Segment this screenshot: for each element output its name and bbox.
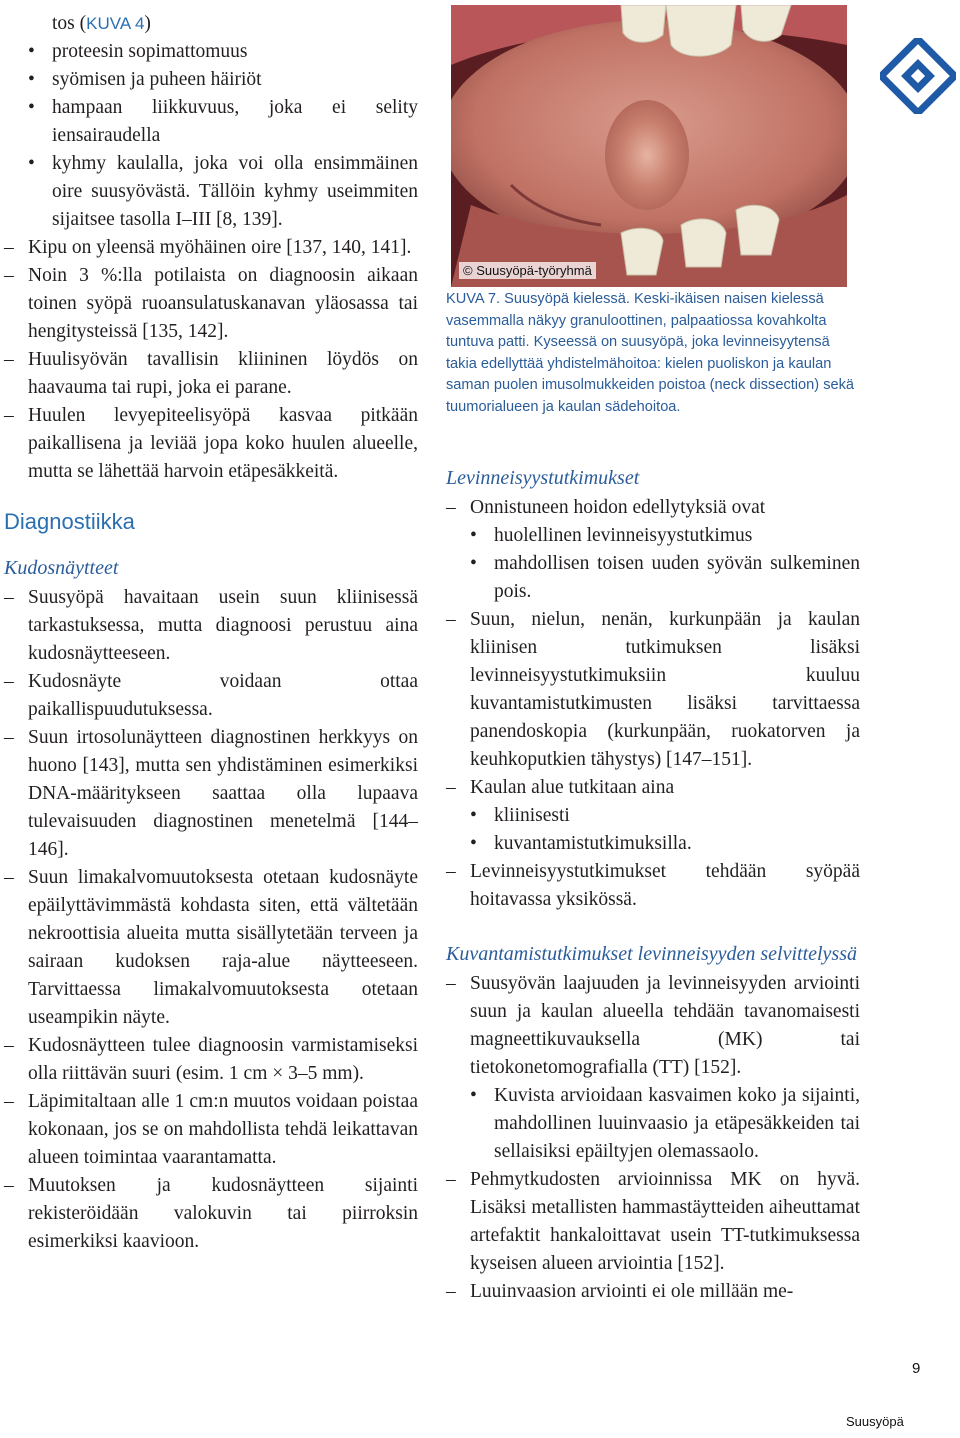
bullet-item bbox=[4, 94, 418, 150]
dash-marker: – bbox=[4, 349, 14, 370]
item-text: Luuinvaasion arviointi ei ole millään me- bbox=[470, 1281, 794, 1302]
publisher-logo bbox=[880, 38, 956, 114]
dash-marker: – bbox=[4, 1035, 14, 1056]
bullet-item bbox=[446, 550, 860, 606]
item-text: syömisen ja puheen häiriöt bbox=[52, 69, 262, 90]
item-text: Huulisyövän tavallisin kliininen löydös on haavauma tai rupi, joka ei parane. bbox=[28, 349, 418, 398]
item-text: Noin 3 %:lla potilaista on diagnoosin aikaan toinen syöpä ruoansulatuskanavan yläosassa tai hengitysteissä [135, 142]. bbox=[28, 265, 418, 342]
dash-marker: – bbox=[4, 237, 14, 258]
dash-item bbox=[4, 1172, 418, 1256]
item-text: Onnistuneen hoidon edellytyksiä ovat bbox=[470, 497, 766, 518]
dash-marker: – bbox=[4, 671, 14, 692]
dash-marker: – bbox=[446, 973, 456, 994]
bullet-item bbox=[446, 802, 860, 830]
dash-item bbox=[446, 494, 860, 522]
item-text: kyhmy kaulalla, joka voi olla ensimmäinen oire suusyövästä. Tällöin kyhmy useimmiten sijaitsee tasolla I–III [8, 139]. bbox=[52, 153, 418, 230]
section-heading: Diagnostiikka bbox=[4, 509, 135, 534]
figure-caption bbox=[446, 289, 861, 418]
heading-kuvantamistutkimukset: Kuvantamistutkimukset levinneisyyden selvittelyssä bbox=[446, 943, 857, 965]
photo-illustration bbox=[451, 5, 847, 287]
dash-list-bottom bbox=[4, 584, 418, 1256]
bullet-marker: • bbox=[28, 41, 35, 62]
bullet-marker: • bbox=[470, 833, 477, 854]
sub-heading: Kudosnäytteet bbox=[4, 557, 119, 579]
item-text: Kudosnäyte voidaan ottaa paikallispuudutuksessa. bbox=[28, 671, 418, 720]
dash-item bbox=[446, 1166, 860, 1278]
dash-item bbox=[4, 584, 418, 668]
list-kuvantamistutkimukset bbox=[446, 970, 860, 1306]
dash-marker: – bbox=[4, 265, 14, 286]
dash-item bbox=[4, 234, 418, 262]
bullet-item bbox=[4, 66, 418, 94]
bullet-item bbox=[4, 38, 418, 66]
item-text: Suun, nielun, nenän, kurkunpään ja kaulan kliinisen tutkimuksen lisäksi levinneisyystutkimuksiin kuuluu kuvantamistutkimusten lisäksi tarvittaessa panendoskopia (kurkunpään, ruokatorven ja keuhkoputkien tähystys) [147–151]. bbox=[470, 609, 860, 770]
bullet-marker: • bbox=[470, 553, 477, 574]
intro-close: ) bbox=[144, 13, 151, 34]
dash-item bbox=[4, 262, 418, 346]
dash-marker: – bbox=[4, 1091, 14, 1112]
dash-item bbox=[4, 864, 418, 1032]
dash-item bbox=[4, 668, 418, 724]
dash-item bbox=[4, 724, 418, 864]
dash-marker: – bbox=[446, 1169, 456, 1190]
item-text: Kaulan alue tutkitaan aina bbox=[470, 777, 675, 798]
item-text: Kipu on yleensä myöhäinen oire [137, 140, 141]. bbox=[28, 237, 412, 258]
intro-text: tos ( bbox=[52, 13, 87, 34]
dash-marker: – bbox=[4, 587, 14, 608]
list-levinneisyystutkimukset bbox=[446, 494, 860, 914]
bullet-list-top bbox=[4, 38, 418, 234]
bullet-marker: • bbox=[28, 69, 35, 90]
tongue-cancer-photo bbox=[451, 5, 847, 287]
dash-item bbox=[446, 774, 860, 802]
dash-marker: – bbox=[446, 861, 456, 882]
dash-marker: – bbox=[4, 867, 14, 888]
right-column bbox=[446, 460, 860, 1306]
dash-item bbox=[4, 1088, 418, 1172]
caption-label: KUVA 7. bbox=[446, 291, 501, 307]
bullet-marker: • bbox=[28, 97, 35, 118]
item-text: Pehmytkudosten arvioinnissa MK on hyvä. Lisäksi metallisten hammastäytteiden aiheuttamat artefaktit hankaloittavat usein TT-tutkimuksessa kyseisen alueen arviointia [152]. bbox=[470, 1169, 860, 1274]
item-text: proteesin sopimattomuus bbox=[52, 41, 248, 62]
bullet-item bbox=[4, 150, 418, 234]
dash-item bbox=[446, 858, 860, 914]
item-text: Läpimitaltaan alle 1 cm:n muutos voidaan poistaa kokonaan, jos se on mahdollista tehdä leikattavan alueen toimintaa vaarantamatta. bbox=[28, 1091, 418, 1168]
dash-item bbox=[446, 606, 860, 774]
dash-marker: – bbox=[446, 777, 456, 798]
item-text: Kudosnäytteen tulee diagnoosin varmistamiseksi olla riittävän suuri (esim. 1 cm × 3–5 mm). bbox=[28, 1035, 418, 1084]
photo-credit: © Suusyöpä-työryhmä bbox=[459, 262, 596, 279]
heading-levinneisyystutkimukset: Levinneisyystutkimukset bbox=[446, 467, 640, 489]
bullet-item bbox=[446, 522, 860, 550]
item-text: kliinisesti bbox=[494, 805, 570, 826]
dash-item bbox=[446, 1278, 860, 1306]
dash-marker: – bbox=[446, 497, 456, 518]
left-column bbox=[4, 10, 418, 1256]
item-text: kuvantamistutkimuksilla. bbox=[494, 833, 692, 854]
dash-marker: – bbox=[4, 1175, 14, 1196]
item-text: Levinneisyystutkimukset tehdään syöpää hoitavassa yksikössä. bbox=[470, 861, 860, 910]
item-text: huolellinen levinneisyystutkimus bbox=[494, 525, 753, 546]
item-text: mahdollisen toisen uuden syövän sulkeminen pois. bbox=[494, 553, 860, 602]
dash-marker: – bbox=[4, 727, 14, 748]
item-text: Huulen levyepiteelisyöpä kasvaa pitkään paikallisena ja leviää jopa koko huulen alueelle, mutta se lähettää harvoin etäpesäkkeitä. bbox=[28, 405, 418, 482]
caption-text: Suusyöpä kielessä. Keski-ikäisen naisen kielessä vasemmalla näkyy granuloottinen, palpaatiossa kovahkolta tuntuva patti. Kyseessä on suusyöpä, joka levinneisyytensä takia edellyttää yhdistelmähoitoa: kielen puoliskon ja kaulan saman puolen imusolmukkeiden poistoa (neck dissection) sekä tuumorialueen ja kaulan sädehoitoa. bbox=[446, 291, 855, 415]
figure-reference[interactable]: KUVA 4 bbox=[86, 14, 145, 33]
bullet-item bbox=[446, 830, 860, 858]
item-text: Suusyöpä havaitaan usein suun kliinisessä tarkastuksessa, mutta diagnoosi perustuu aina kudosnäytteeseen. bbox=[28, 587, 418, 664]
diamond-logo-icon bbox=[880, 38, 956, 114]
footer-title: Suusyöpä bbox=[846, 1414, 904, 1429]
intro-line bbox=[4, 10, 418, 38]
bullet-marker: • bbox=[470, 525, 477, 546]
item-text: Suusyövän laajuuden ja levinneisyyden arviointi suun ja kaulan alueella tehdään tavanomaisesti magneettikuvauksella (MK) tai tietokonetomografialla (TT) [152]. bbox=[470, 973, 860, 1078]
bullet-item bbox=[446, 1082, 860, 1166]
dash-item bbox=[446, 970, 860, 1082]
page-number: 9 bbox=[912, 1360, 921, 1377]
dash-marker: – bbox=[4, 405, 14, 426]
dash-item bbox=[4, 402, 418, 486]
dash-marker: – bbox=[446, 609, 456, 630]
item-text: Muutoksen ja kudosnäytteen sijainti rekisteröidään valokuvin tai piirroksin esimerkiksi kaavioon. bbox=[28, 1175, 418, 1252]
item-text: Suun limakalvomuutoksesta otetaan kudosnäyte epäilyttävimmästä kohdasta siten, että vältetään nekroottisia alueita mutta sisällytetään terveen ja sairaan kudoksen raja-alue näytteeseen. Tarvittaessa limakalvomuutoksesta otetaan useampikin näyte. bbox=[28, 867, 418, 1028]
item-text: Kuvista arvioidaan kasvaimen koko ja sijainti, mahdollinen luuinvaasio ja etäpesäkkeiden tai sellaisiksi epäiltyjen olemassaolo. bbox=[494, 1085, 860, 1162]
bullet-marker: • bbox=[28, 153, 35, 174]
bullet-marker: • bbox=[470, 1085, 477, 1106]
item-text: Suun irtosolunäytteen diagnostinen herkkyys on huono [143], mutta sen yhdistäminen esimerkiksi DNA-määritykseen saattaa olla lupaava tulevaisuuden diagnostinen menetelmä [144–146]. bbox=[28, 727, 418, 860]
item-text: hampaan liikkuvuus, joka ei selity iensairaudella bbox=[52, 97, 418, 146]
dash-item bbox=[4, 1032, 418, 1088]
bullet-marker: • bbox=[470, 805, 477, 826]
dash-item bbox=[4, 346, 418, 402]
dash-marker: – bbox=[446, 1281, 456, 1302]
dash-list-top bbox=[4, 234, 418, 486]
